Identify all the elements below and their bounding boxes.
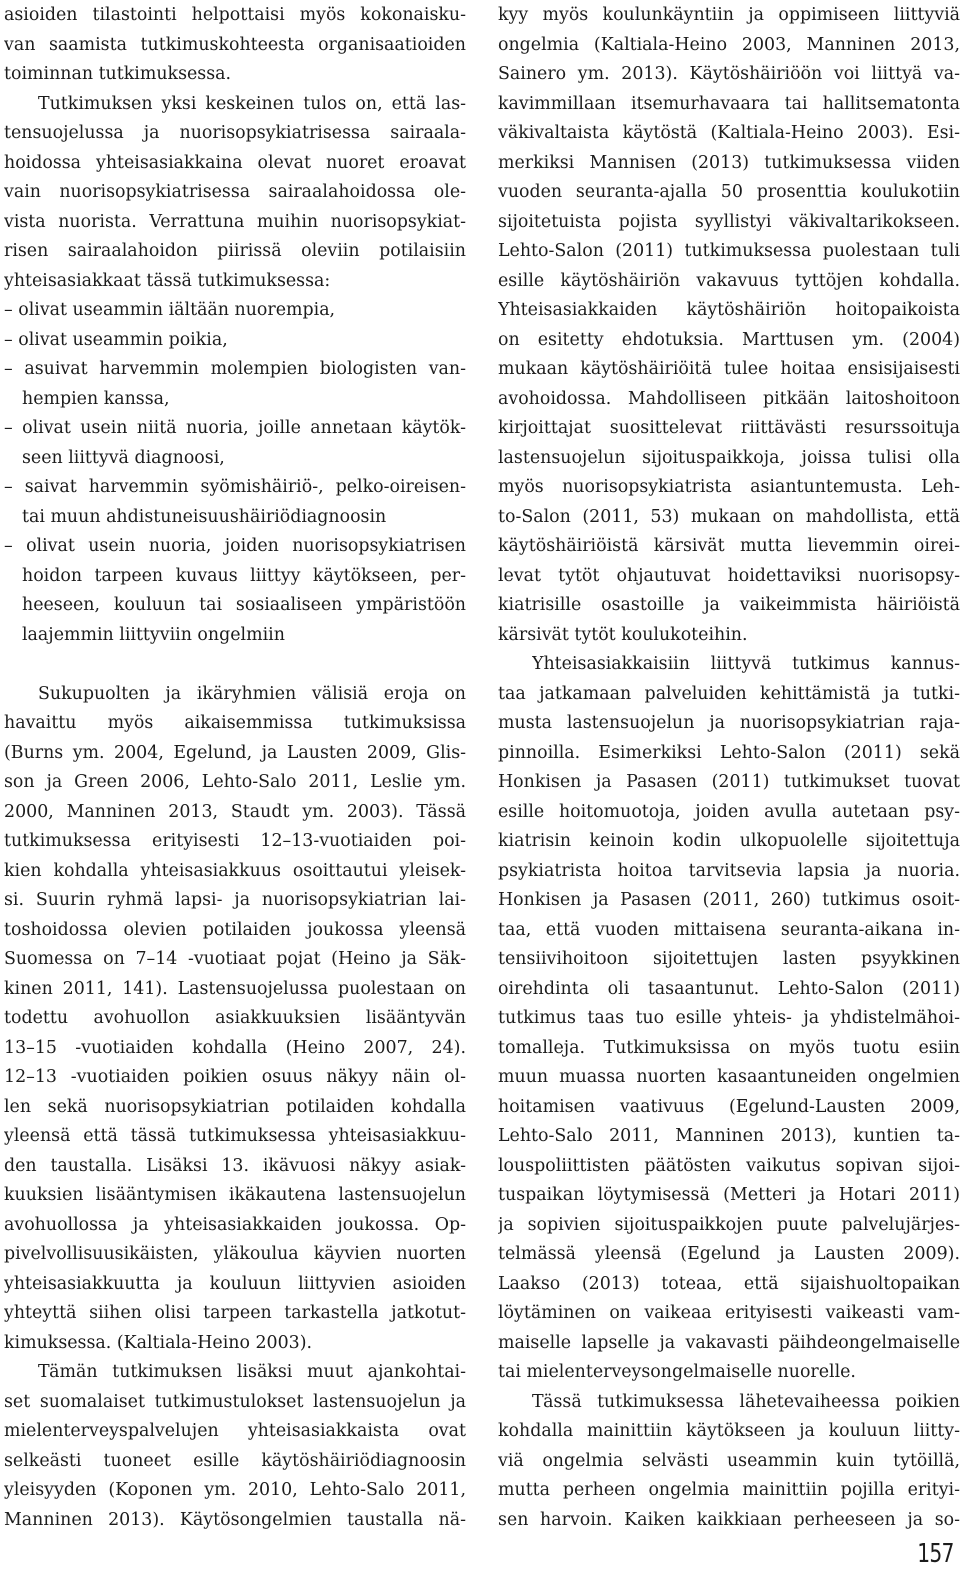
text-line: kyy myös koulunkäyntiin ja oppimiseen liittyviä <box>498 5 960 25</box>
text-line: merkiksi Mannisen (2013) tutkimuksessa viiden <box>498 152 960 173</box>
text-line: avohuollossa ja yhteisasiakkaiden joukossa. Op- <box>4 1214 466 1235</box>
text-line: Tässä tutkimuksessa lähetevaiheessa poikien <box>532 1391 960 1412</box>
text-line: toshoidossa olevien potilaiden joukossa yleensä <box>4 919 466 940</box>
text-line: tai mielenterveysongelmaiselle nuorelle. <box>498 1362 856 1382</box>
text-line: – asuivat harvemmin molempien biologisten van- <box>4 359 466 379</box>
text-line: kirjoittajat suosittelevat riittävästi resurssoituja <box>498 418 960 438</box>
text-line: pivelvollisuusikäisten, yläkoulua käyvien nuorten <box>4 1244 466 1264</box>
text-line: heeseen, kouluun tai sosiaaliseen ympäristöön <box>22 595 466 615</box>
text-line: – olivat usein nuoria, joiden nuorisopsykiatrisen <box>4 536 466 556</box>
text-line: vain nuorisopsykiatrisessa sairaalahoidossa ole- <box>4 182 466 202</box>
text-line: Honkisen ja Pasasen (2011, 260) tutkimus osoit- <box>498 890 960 910</box>
text-line: hoidon tarpeen kuvaus liittyy käytökseen, per- <box>22 565 466 586</box>
text-line: tuspaikan löytymisessä (Metteri ja Hotari 2011) <box>498 1185 960 1205</box>
text-line: pinnoilla. Esimerkiksi Lehto-Salon (2011) sekä <box>498 742 960 763</box>
text-line: on esitetty ehdotuksia. Marttusen ym. (2004) <box>498 329 960 350</box>
text-line: esille hoitomuotoja, joiden avulla autetaan psy- <box>498 801 960 822</box>
text-line: mutta perheen ongelmia mainittiin pojilla erityi- <box>498 1480 960 1500</box>
text-line: muun muassa nuorten kasaantuneiden ongelmien <box>498 1067 960 1087</box>
text-line: si. Suurin ryhmä lapsi- ja nuorisopsykiatrian lai- <box>4 890 466 910</box>
text-line: lastensuojelun sijoituspaikkoja, joissa tulisi olla <box>498 447 960 468</box>
text-line: todettu avohuollon asiakkuuksien lisääntyvän <box>4 1008 466 1028</box>
text-line: len sekä nuorisopsykiatrian potilaiden kohdalla <box>4 1096 466 1117</box>
text-line: tutkimuksessa erityisesti 12–13-vuotiaiden poi- <box>4 831 466 851</box>
text-line: Yhteisasiakkaiden käytöshäiriön hoitopaikoista <box>498 300 960 320</box>
text-line: den taustalla. Lisäksi 13. ikävuosi näkyy asiak- <box>4 1155 466 1176</box>
text-line: maiselle lapselle ja vakavasti päihdeongelmaiselle <box>498 1332 960 1353</box>
text-line: yleensä että tässä tutkimuksessa yhteisasiakkuu- <box>4 1126 466 1146</box>
page-number: 157 <box>917 1539 954 1569</box>
text-line: viä ongelmia selvästi useammin kuin tytöillä, <box>498 1450 960 1471</box>
text-line: vista nuorista. Verrattuna muihin nuorisopsykiat- <box>4 211 466 232</box>
text-line: ongelmia (Kaltiala-Heino 2003, Manninen 2013, <box>498 34 960 55</box>
text-line: mukaan käytöshäiriöitä tulee hoitaa ensisijaisesti <box>498 359 960 379</box>
text-line: van saamista tutkimuskohteesta organisaatioiden <box>4 34 466 55</box>
text-line: Lehto-Salon (2011) tutkimuksessa puolestaan tuli <box>498 241 960 261</box>
text-line: Lehto-Salo 2011, Manninen 2013), kuntien ta- <box>498 1126 960 1146</box>
text-line: laajemmin liittyviin ongelmiin <box>22 624 285 645</box>
text-line: yhteyttä siihen olisi tarpeen tarkastella jatkotut- <box>4 1303 466 1323</box>
text-line: mielenterveyspalvelujen yhteisasiakkaista ovat <box>4 1421 466 1441</box>
text-line: louspoliittisten päätösten vaikutus sopivan sijoi- <box>498 1155 960 1176</box>
text-line: tensuojelussa ja nuorisopsykiatrisessa sairaala- <box>4 123 466 143</box>
text-line: Tutkimuksen yksi keskeinen tulos on, että las- <box>38 93 466 114</box>
text-line: kuuksien lisääntymisen ikäkautena lastensuojelun <box>4 1185 466 1205</box>
text-line: kärsivät tytöt koulukoteihin. <box>498 624 748 645</box>
text-line: yhteisasiakkuutta ja kouluun liittyvien asioiden <box>4 1273 466 1294</box>
text-line: Sukupuolten ja ikäryhmien välisiä eroja on <box>38 683 466 704</box>
text-line: kiatrisin keinoin kodin ulkopuolelle sijoitettuja <box>498 831 960 851</box>
text-line: tai muun ahdistuneisuushäiriödiagnoosin <box>22 506 387 527</box>
text-line: kien kohdalla yhteisasiakkuus osoittautui yleisek- <box>4 860 466 881</box>
text-line: yhteisasiakkaat tässä tutkimuksessa: <box>4 270 331 291</box>
text-line: havaittu myös aikaisemmissa tutkimuksissa <box>4 713 466 733</box>
text-line: set suomalaiset tutkimustulokset lastensuojelun ja <box>4 1391 466 1412</box>
text-line: telmässä yleensä (Egelund ja Lausten 2009). <box>498 1244 960 1264</box>
text-line: sijoitetuista pojista syyllistyi väkivaltarikokseen. <box>498 211 960 232</box>
text-line: vuoden seuranta-ajalla 50 prosenttia koulukotiin <box>498 182 960 202</box>
text-line: esille käytöshäiriön vakavuus tyttöjen kohdalla. <box>498 270 960 291</box>
text-line: tutkimus taas tuo esille yhteis- ja yhdistelmähoi- <box>498 1008 960 1028</box>
text-line: taa jatkamaan palveluiden kehittämistä ja tutki- <box>498 683 960 704</box>
text-line: – olivat usein niitä nuoria, joille annetaan käytök- <box>4 418 466 438</box>
text-line: hoitamisen vaativuus (Egelund-Lausten 2009, <box>498 1096 960 1117</box>
text-line: Honkisen ja Pasasen (2011) tutkimukset tuovat <box>498 772 960 792</box>
text-line: musta lastensuojelun ja nuorisopsykiatrian raja- <box>498 713 960 733</box>
text-line: (Burns ym. 2004, Egelund, ja Lausten 2009, Glis- <box>4 742 466 763</box>
text-line: kavimmillaan itsemurhavaara tai hallitsematonta <box>498 93 960 114</box>
text-line: selkeästi tuoneet esille käytöshäiriödiagnoosin <box>4 1450 466 1471</box>
text-line: son ja Green 2006, Lehto-Salo 2011, Leslie ym. <box>4 772 466 792</box>
text-line: – saivat harvemmin syömishäiriö-, pelko-oireisen- <box>4 477 466 497</box>
text-line: tensiivihoitoon sijoitettujen lasten psyykkinen <box>498 949 960 969</box>
text-line: taa, että vuoden mittaisena seuranta-aikana in- <box>498 919 960 940</box>
text-line: – olivat useammin iältään nuorempia, <box>4 300 336 320</box>
text-line: löytäminen on vaikeaa erityisesti vaikeasti vam- <box>498 1303 960 1323</box>
text-line: yleisyyden (Koponen ym. 2010, Lehto-Salo 2011, <box>4 1480 466 1500</box>
text-line: 13–15 -vuotiaiden kohdalla (Heino 2007, 24). <box>4 1037 466 1058</box>
text-line: oirehdinta oli tasaantunut. Lehto-Salon (2011) <box>498 978 960 999</box>
text-line: ja sopivien sijoituspaikkojen puute palvelujärjes- <box>498 1214 960 1235</box>
text-line: tomalleja. Tutkimuksissa on myös tuotu esiin <box>498 1037 960 1058</box>
text-line: kimuksessa. (Kaltiala-Heino 2003). <box>4 1332 313 1353</box>
text-line: psykiatrista hoitoa tarvitsevia lapsia ja nuoria. <box>498 860 960 881</box>
text-line: myös nuorisopsykiatrista asiantuntemusta. Leh- <box>498 477 960 497</box>
text-line: kinen 2011, 141). Lastensuojelussa puolestaan on <box>4 978 466 999</box>
text-line: Tämän tutkimuksen lisäksi muut ajankohtai- <box>38 1362 466 1382</box>
text-line: risen sairaalahoidon piirissä oleviin potilaisiin <box>4 241 466 261</box>
text-line: Suomessa on 7–14 -vuotiaat pojat (Heino ja Säk- <box>4 949 466 969</box>
text-line: avohoidossa. Mahdolliseen pitkään laitoshoitoon <box>498 388 960 409</box>
text-line: toiminnan tutkimuksessa. <box>4 64 232 84</box>
text-line: – olivat useammin poikia, <box>4 329 228 350</box>
text-line: 2000, Manninen 2013, Staudt ym. 2003). Tässä <box>4 801 466 822</box>
text-line: hoidossa yhteisasiakkaina olevat nuoret eroavat <box>4 152 466 173</box>
text-line: Sainero ym. 2013). Käytöshäiriöön voi liittyä va- <box>498 64 960 84</box>
text-line: asioiden tilastointi helpottaisi myös kokonaisku- <box>4 5 466 25</box>
text-line: to-Salon (2011, 53) mukaan on mahdollista, että <box>498 506 960 527</box>
text-line: Manninen 2013). Käytösongelmien taustalla nä- <box>4 1509 466 1530</box>
text-line: seen liittyvä diagnoosi, <box>22 447 225 468</box>
text-line: kiatrisille osastoille ja vaikeimmista häiriöistä <box>498 595 960 615</box>
text-line: levat tytöt ohjautuvat hoidettaviksi nuorisopsy- <box>498 565 960 586</box>
text-line: käytöshäiriöistä kärsivät mutta lievemmin oirei- <box>498 536 960 556</box>
text-line: sen harvoin. Kaiken kaikkiaan perheeseen ja so- <box>498 1509 960 1530</box>
text-line: kohdalla mainittiin käytökseen ja kouluun liitty- <box>498 1421 960 1441</box>
text-line: 12–13 -vuotiaiden poikien osuus näkyy näin ol- <box>4 1067 466 1087</box>
text-line: Laakso (2013) toteaa, että sijaishuoltopaikan <box>498 1273 960 1294</box>
text-line: Yhteisasiakkaisiin liittyvä tutkimus kannus- <box>532 654 960 674</box>
text-line: hempien kanssa, <box>22 388 170 409</box>
text-line: väkivaltaista käytöstä (Kaltiala-Heino 2003). Esi- <box>498 123 960 143</box>
